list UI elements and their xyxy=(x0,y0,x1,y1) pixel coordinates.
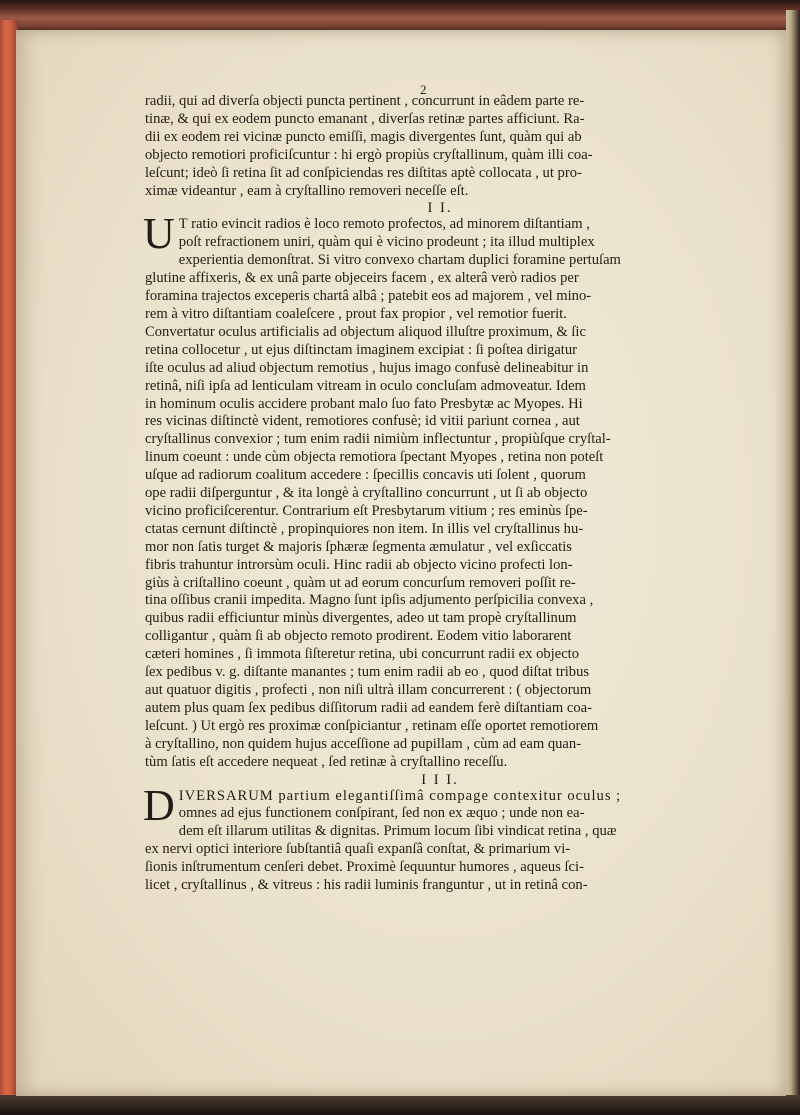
text-line: cæteri homines , ſi immota ſiſteretur retina, ubi concurrunt radii ex objecto xyxy=(145,646,580,663)
section-3-paragraph xyxy=(143,780,705,895)
text-line: dii ex eodem rei vicinæ puncto emiſſi, magis divergentes ſunt, quàm qui ab xyxy=(145,128,582,145)
text-line: ope radii diſperguntur , & ita longè à cryſtallino concurrunt , ut ſi ab objecto xyxy=(145,485,588,502)
text-line: colligantur , quàm ſi ab objecto remoto prodirent. Eodem vitio laborarent xyxy=(145,628,572,645)
text-line: retina collocetur , ut ejus diſtinctam imaginem excipiat : ſi poſtea dirigatur xyxy=(145,341,578,358)
text-line: licet , cryſtallinus , & vitreus : his radii luminis franguntur , ut in retinâ con- xyxy=(145,877,588,894)
drop-cap-letter: U xyxy=(143,209,175,259)
text-line: experientia demonſtrat. Si vitro convexo chartam duplici foramine pertuſam xyxy=(178,252,621,269)
text-line: iſte oculus ad aliud objectum remotius , hujus imago confusè delineabitur in xyxy=(145,359,589,376)
text-line: in hominum oculis accidere probant malo ſuo fato Presbytæ ac Myopes. Hi xyxy=(145,395,583,412)
section-3-heading: I I I. xyxy=(421,771,459,788)
text-line: glutine affixeris, & ex unâ parte objeceirs facem , ex alterâ verò radios per xyxy=(145,270,579,287)
section-1-paragraph xyxy=(145,93,705,200)
text-line: ſex pedibus v. g. diſtante manantes ; tum enim radii ab eo , quod diſtat tribus xyxy=(145,664,590,681)
text-line: omnes ad ejus functionem conſpirant, ſed non ex æquo ; unde non ea- xyxy=(178,805,585,822)
text-line: ctatas cernunt diſtinctè , propinquiores non item. In illis vel cryſtallinus hu- xyxy=(145,520,584,537)
text-line: tùm ſatis eſt accedere nequeat , ſed retinæ à cryſtallino receſſu. xyxy=(145,753,508,770)
text-line: ſionis inſtrumentum cenſeri debet. Proximè ſequuntur humores , aqueus ſci- xyxy=(145,859,584,876)
text-line: objecto remotiori proficiſcuntur : hi ergò propiùs cryſtallinum, quàm illi coa- xyxy=(145,146,593,163)
text-line: tinæ, & qui ex eodem puncto emanant , diverſas retinæ partes afficiunt. Ra- xyxy=(145,110,585,127)
text-line: quibus radii efficiuntur minùs divergentes, adeo ut tam propè cryſtallinum xyxy=(145,610,577,627)
text-line: leſcunt; ideò ſi retina ſit ad conſpiciendas res diſtitas aptè collocata , ut pro- xyxy=(145,164,582,181)
text-line: T ratio evincit radios è loco remoto profectos, ad minorem diſtantiam , xyxy=(178,216,590,233)
text-line: foramina trajectos exceperis chartâ albâ ; patebit eos ad majorem , vel mino- xyxy=(145,288,592,305)
text-line: fibris trahuntur introrsùm oculi. Hinc radii ab objecto vicino profecti lon- xyxy=(145,556,573,573)
text-line: uſque ad radiorum coalitum accedere : ſpecillis concavis uti ſolent , quorum xyxy=(145,467,586,484)
bottom-edge xyxy=(0,1095,800,1115)
text-line: ex nervi optici interiore ſubſtantiâ quaſi expanſâ conſtat, & primarium vi- xyxy=(145,841,571,858)
right-page-edges xyxy=(786,10,800,1100)
text-line: aut quatuor digitis , profecti , non niſi ultrà illam concurrerent : ( objectorum xyxy=(145,682,592,698)
text-line: Convertatur oculus artificialis ad objectum aliquod illuſtre proximum, & ſic xyxy=(145,323,586,340)
section-2-heading: I I. xyxy=(427,200,453,217)
text-line: cryſtallinus convexior ; tum enim radii nimiùm inflectuntur , propiùſque cryſtal- xyxy=(145,431,611,448)
text-line: poſt refractionem uniri, quàm qui è vicino prodeunt ; ita illud multiplex xyxy=(178,234,595,251)
text-line: rem à vitro diſtantiam coaleſcere , prout fax propior , vel remotior fuerit. xyxy=(145,305,567,322)
text-line: vicino proficiſcerentur. Contrarium eſt Presbytarum vitium ; res eminùs ſpe- xyxy=(145,502,588,519)
page-number: 2 xyxy=(420,82,427,97)
text-line: IVERSARUM partium elegantiſſimâ compage contexitur oculus ; xyxy=(178,787,622,804)
text-line: leſcunt. ) Ut ergò res proximæ conſpiciantur , retinam eſſe oportet remotiorem xyxy=(145,717,599,734)
text-line: ximæ videantur , eam à cryſtallino removeri neceſſe eſt. xyxy=(145,182,469,199)
text-line: giùs à criſtallino coeunt , quàm ut ad eorum concurſum removeri poſſit re- xyxy=(145,574,576,591)
text-line: à cryſtallino, non quidem hujus acceſſione ad pupillam , cùm ad eam quan- xyxy=(145,735,582,752)
text-body xyxy=(145,93,705,895)
text-line: tina oſſibus cranii impedita. Magno ſunt ipſis adjumento perſpicilia convexa , xyxy=(145,592,594,609)
text-line: dem eſt illarum utilitas & dignitas. Primum locum ſibi vindicat retina , quæ xyxy=(178,823,617,840)
text-line: linum coeunt : unde cùm objecta remotiora ſpectant Myopes , retina non poteſt xyxy=(145,449,604,466)
section-2-paragraph xyxy=(143,209,705,771)
text-line: radii, qui ad diverſa objecti puncta pertinent , concurrunt in eâdem parte re- xyxy=(145,93,585,109)
text-line: mor non ſatis turget & majoris ſphæræ ſegmenta æmulatur , vel exſiccatis xyxy=(145,538,572,555)
text-line: autem plus quam ſex pedibus diſſitorum radii ad eandem ferè diſtantiam coa- xyxy=(145,699,592,716)
drop-cap-letter: D xyxy=(143,780,175,830)
text-line: retinâ, niſi ipſa ad lenticulam vitream in oculo concluſam admoveatur. Idem xyxy=(145,377,586,394)
top-binding-edge xyxy=(0,0,800,32)
text-line: res vicinas diſtinctè vident, remotiores confusè; id vitii pariunt cornea , aut xyxy=(145,413,580,430)
